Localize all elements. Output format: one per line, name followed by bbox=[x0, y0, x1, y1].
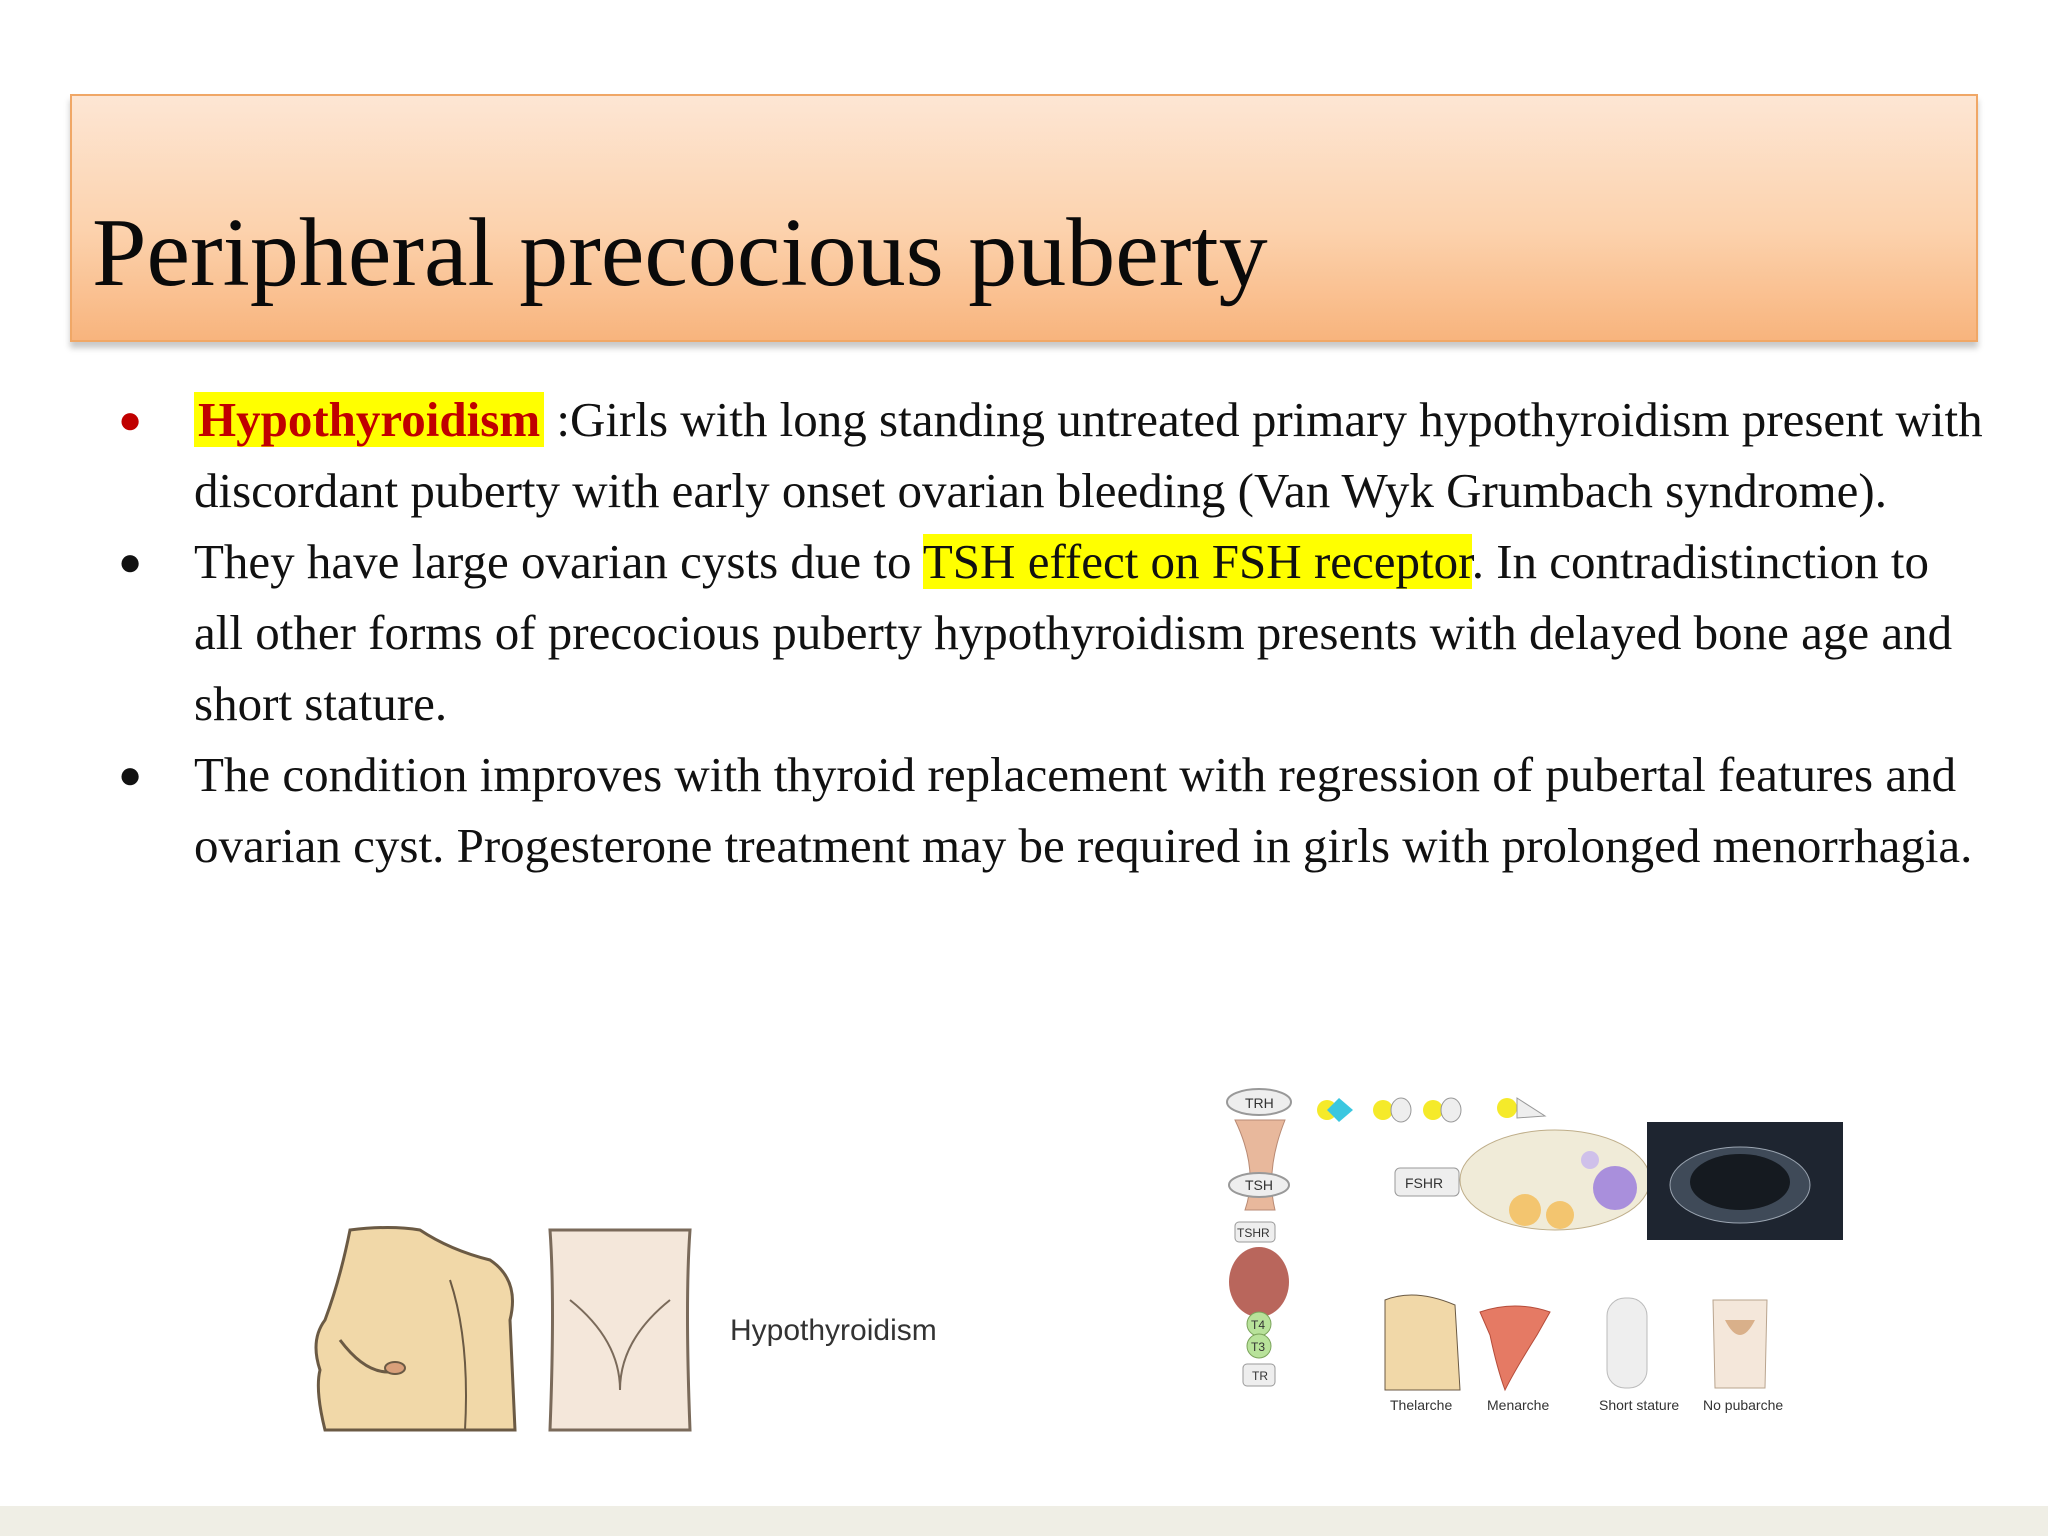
hypothyroidism-highlight: Hypothyroidism bbox=[194, 392, 544, 447]
tshr-label: TSHR bbox=[1237, 1226, 1270, 1240]
no-pubarche-label: No pubarche bbox=[1703, 1397, 1784, 1413]
bullet-dot-icon: ● bbox=[118, 752, 143, 797]
t4-label: T4 bbox=[1251, 1318, 1266, 1332]
uterus-icon bbox=[1480, 1306, 1550, 1390]
hormone-molecules-icon bbox=[1317, 1098, 1545, 1122]
fshr-label: FSHR bbox=[1405, 1175, 1444, 1191]
figure-caption: Hypothyroidism bbox=[730, 1314, 937, 1347]
slide-footer-bar bbox=[0, 1506, 2048, 1536]
menarche-label: Menarche bbox=[1487, 1397, 1550, 1413]
slide-title: Peripheral precocious puberty bbox=[92, 199, 1268, 307]
chest-figure-icon bbox=[316, 1228, 515, 1431]
bullet-text: . In contradistinction to all other forms of precocious puberty hypothyroidism presents with delayed bone age and short stature. bbox=[194, 534, 1953, 731]
thelarche-label: Thelarche bbox=[1390, 1397, 1453, 1413]
thelarche-icon bbox=[1385, 1295, 1460, 1390]
tr-label: TR bbox=[1252, 1369, 1268, 1383]
bullet-item bbox=[110, 384, 1990, 526]
pelvis-figure-icon bbox=[550, 1230, 690, 1430]
tsh-fshr-mechanism-diagram bbox=[1215, 1060, 1855, 1430]
bullet-dot-icon: ● bbox=[118, 539, 143, 584]
ovary-icon bbox=[1460, 1130, 1650, 1230]
trh-label: TRH bbox=[1245, 1095, 1274, 1111]
thyroid-axis-icon bbox=[1227, 1089, 1291, 1386]
pelvis-icon bbox=[1713, 1300, 1767, 1388]
title-bar bbox=[70, 94, 1978, 342]
bullet-text: They have large ovarian cysts due to bbox=[194, 534, 923, 589]
hand-bone-icon bbox=[1607, 1298, 1647, 1388]
bullet-item bbox=[110, 739, 1990, 881]
bullet-dot-icon: ● bbox=[118, 397, 143, 442]
t3-label: T3 bbox=[1251, 1340, 1266, 1354]
bullet-item bbox=[110, 526, 1990, 739]
bullet-list bbox=[110, 384, 1990, 881]
tsh-fsh-highlight: TSH effect on FSH receptor bbox=[922, 534, 1472, 589]
hypothyroidism-illustration bbox=[300, 1220, 980, 1460]
bullet-text: The condition improves with thyroid replacement with regression of pubertal features and ovarian cyst. Progesterone treatment may be required in girls with prolonged menorrhagia. bbox=[194, 747, 1973, 873]
short-stature-label: Short stature bbox=[1599, 1397, 1680, 1413]
tsh-label: TSH bbox=[1245, 1177, 1273, 1193]
bullet-text: :Girls with long standing untreated primary hypothyroidism present with discordant puberty with early onset ovarian bleeding (Van Wyk Grumbach syndrome). bbox=[194, 392, 1983, 518]
